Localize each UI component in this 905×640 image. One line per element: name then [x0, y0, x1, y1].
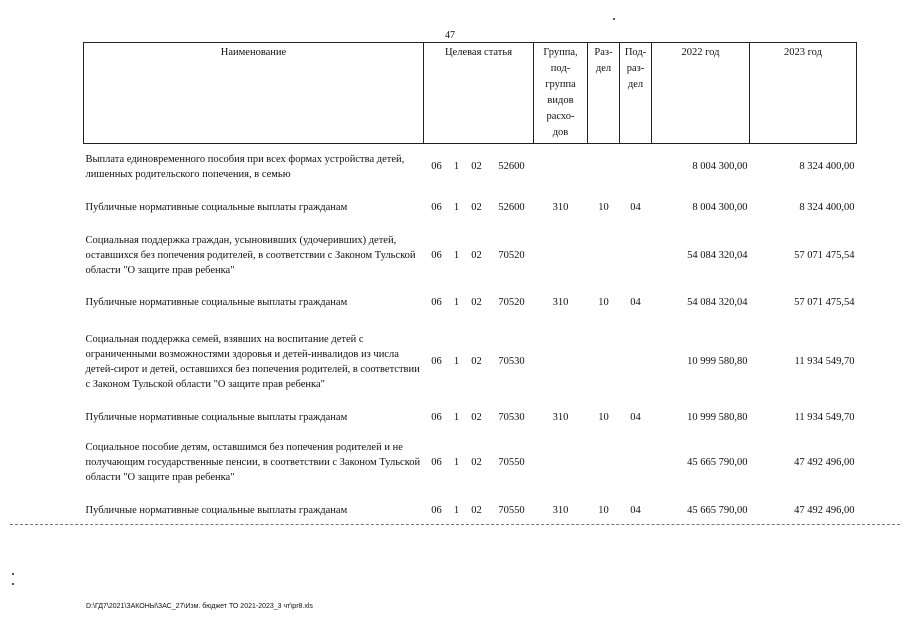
- scan-speck: [613, 18, 615, 20]
- target-code-1: 06: [431, 356, 442, 367]
- target-code-1: 06: [431, 505, 442, 516]
- expense-group: [534, 432, 588, 494]
- table-row: [84, 144, 857, 190]
- target-code-2: 1: [453, 505, 460, 516]
- target-code-4: 70530: [498, 412, 525, 423]
- amount-2022: 8 004 300,00: [692, 202, 748, 213]
- section: 10: [598, 202, 609, 213]
- row-name: Социальное пособие детям, оставшимся без попечения родителей и не получающим государственные пенсии, в соответствии с Законом Тульской области "О защите прав ребенка": [85, 442, 421, 483]
- page-number: 47: [445, 30, 455, 41]
- amount-2022: 54 084 320,04: [687, 297, 748, 308]
- target-code-1: 06: [431, 161, 442, 173]
- amount-2022: 10 999 580,80: [687, 356, 748, 367]
- target-code-1: 06: [431, 412, 442, 423]
- target-code-4: 70520: [498, 250, 525, 261]
- budget-table: [83, 42, 857, 528]
- scan-speck: [12, 583, 14, 585]
- target-code-3: 02: [471, 505, 482, 516]
- subsection: [620, 320, 652, 404]
- subsection: [620, 144, 652, 190]
- target-code-1: 06: [431, 297, 442, 308]
- amount-2023: 8 324 400,00: [799, 202, 855, 213]
- amount-2023: 8 324 400,00: [799, 161, 855, 173]
- header-expense-group: Группа, под- группа видов расхо- дов: [534, 43, 588, 144]
- amount-2023: 11 934 549,70: [794, 412, 855, 423]
- amount-2022: 8 004 300,00: [692, 161, 748, 173]
- subsection: 04: [630, 297, 641, 308]
- section: 10: [598, 412, 609, 423]
- target-code-2: 1: [453, 250, 460, 261]
- table-row: [84, 432, 857, 494]
- amount-2023: 57 071 475,54: [794, 250, 855, 261]
- subsection: [620, 432, 652, 494]
- table-row: [84, 286, 857, 320]
- row-name: Публичные нормативные социальные выплаты гражданам: [85, 202, 348, 213]
- target-code-3: 02: [471, 161, 482, 173]
- expense-group: [534, 320, 588, 404]
- header-subsection: Под- раз- дел: [620, 43, 652, 144]
- subsection: 04: [630, 202, 641, 213]
- section: 10: [598, 505, 609, 516]
- expense-group: [534, 144, 588, 190]
- target-code-4: 70550: [498, 505, 525, 516]
- amount-2023: 11 934 549,70: [794, 356, 855, 367]
- header-section: Раз- дел: [588, 43, 620, 144]
- target-code-4: 70530: [498, 356, 525, 367]
- row-name: Публичные нормативные социальные выплаты гражданам: [85, 505, 348, 516]
- expense-group: 310: [552, 505, 569, 516]
- target-code-1: 06: [431, 457, 442, 468]
- row-name: Социальная поддержка граждан, усыновивших (удочеривших) детей, оставшихся без попечения родителей, в соответствии с Законом Тульской области "О защите прав ребенка": [85, 235, 416, 276]
- target-code-4: 52600: [498, 202, 525, 213]
- target-code-3: 02: [471, 202, 482, 213]
- target-code-2: 1: [453, 356, 460, 367]
- section: [588, 226, 620, 286]
- amount-2022: 54 084 320,04: [687, 250, 748, 261]
- amount-2022: 10 999 580,80: [687, 412, 748, 423]
- section: [588, 144, 620, 190]
- target-code-3: 02: [471, 250, 482, 261]
- header-year-2022: 2022 год: [652, 43, 750, 144]
- table-row: [84, 404, 857, 432]
- target-code-2: 1: [453, 161, 460, 173]
- row-name: Социальная поддержка семей, взявших на воспитание детей с ограниченными возможностями здоровья и детей-инвалидов из числа детей-сирот и детей, оставшихся без попечения родителей, в соответствии с Законом Тульской области "О защите прав ребенка": [85, 333, 420, 390]
- header-name: Наименование: [84, 43, 424, 144]
- target-code-3: 02: [471, 356, 482, 367]
- section: [588, 320, 620, 404]
- table-header-row: [84, 43, 857, 144]
- target-code-2: 1: [453, 457, 460, 468]
- section: [588, 432, 620, 494]
- row-name: Публичные нормативные социальные выплаты гражданам: [85, 297, 348, 308]
- target-code-4: 70520: [498, 297, 525, 308]
- subsection: 04: [630, 505, 641, 516]
- target-code-3: 02: [471, 412, 482, 423]
- target-code-2: 1: [453, 297, 460, 308]
- target-code-3: 02: [471, 297, 482, 308]
- scan-speck: [12, 573, 14, 575]
- section: 10: [598, 297, 609, 308]
- footer-divider: [10, 524, 900, 525]
- amount-2022: 45 665 790,00: [687, 457, 748, 468]
- amount-2023: 47 492 496,00: [794, 457, 855, 468]
- table-row: [84, 494, 857, 528]
- expense-group: 310: [552, 412, 569, 423]
- target-code-4: 70550: [498, 457, 525, 468]
- header-year-2023: 2023 год: [750, 43, 857, 144]
- subsection: [620, 226, 652, 286]
- amount-2023: 47 492 496,00: [794, 505, 855, 516]
- expense-group: 310: [552, 202, 569, 213]
- table-row: [84, 190, 857, 226]
- expense-group: [534, 226, 588, 286]
- file-path-footer: D:\ГД7\2021\ЗАКОНЫ\ЗАС_27\Изм. бюджет ТО 2021-2023_3 чт\pr8.xls: [86, 603, 313, 610]
- target-code-4: 52600: [498, 161, 525, 173]
- header-target-article: Целевая статья: [424, 43, 534, 144]
- table-row: [84, 226, 857, 286]
- target-code-2: 1: [453, 412, 460, 423]
- target-code-3: 02: [471, 457, 482, 468]
- target-code-1: 06: [431, 250, 442, 261]
- amount-2022: 45 665 790,00: [687, 505, 748, 516]
- row-name: Выплата единовременного пособия при всех формах устройства детей, лишенных родительского попечения, в семью: [85, 153, 405, 180]
- row-name: Публичные нормативные социальные выплаты гражданам: [85, 412, 348, 423]
- subsection: 04: [630, 412, 641, 423]
- target-code-2: 1: [453, 202, 460, 213]
- expense-group: 310: [552, 297, 569, 308]
- amount-2023: 57 071 475,54: [794, 297, 855, 308]
- table-row: [84, 320, 857, 404]
- target-code-1: 06: [431, 202, 442, 213]
